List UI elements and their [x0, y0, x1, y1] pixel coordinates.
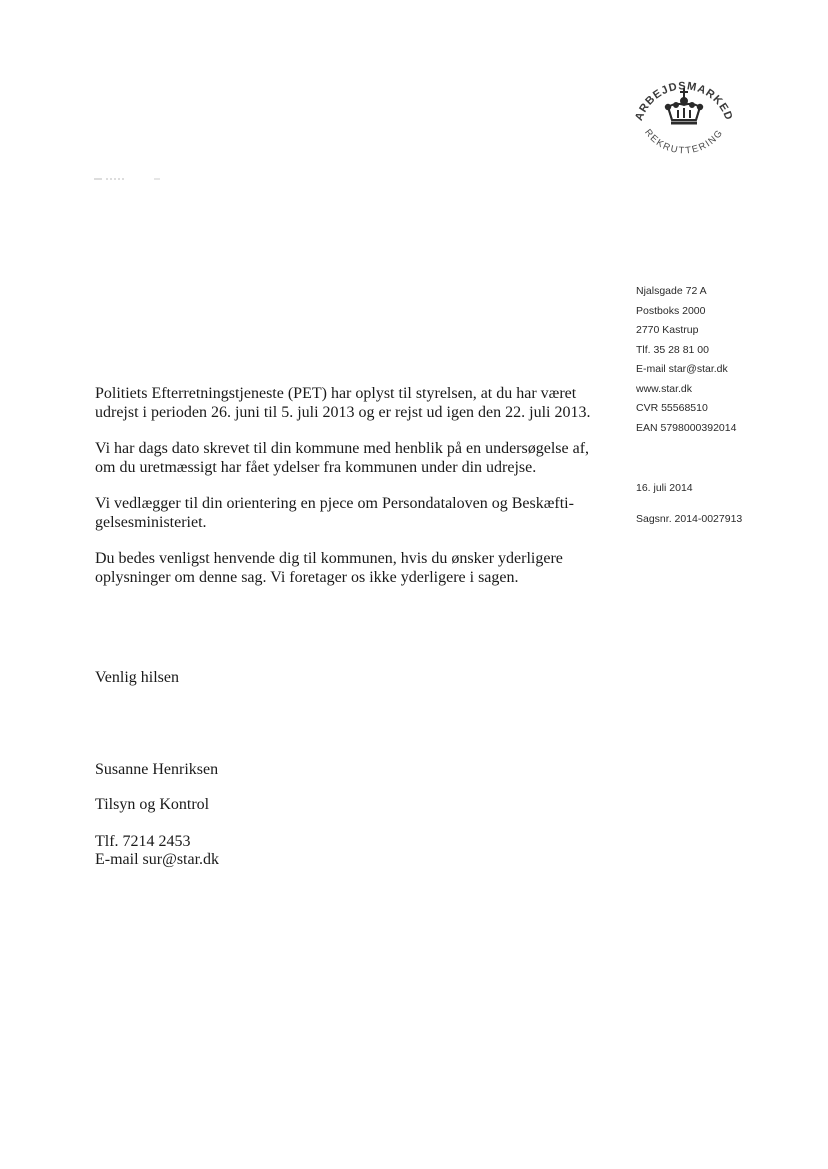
scan-artifact: [94, 176, 164, 182]
seal-text-bottom: REKRUTTERING: [642, 127, 726, 157]
paragraph-3: Vi vedlægger til din orientering en pjece om Persondataloven og Beskæfti-gelsesministeriet.: [95, 495, 574, 531]
sender-web: www.star.dk: [636, 382, 693, 395]
sender-pobox: Postboks 2000: [636, 304, 706, 317]
signer-name: Susanne Henriksen: [95, 761, 219, 778]
signer-contact: [95, 833, 219, 869]
letter-body: [95, 384, 610, 604]
seal-text-top: ARBEJDSMARKED: [633, 80, 735, 123]
case-number: Sagsnr. 2014-0027913: [636, 513, 743, 525]
paragraph-2: Vi har dags dato skrevet til din kommune med henblik på en undersøgelse af, om du uretmæssigt har fået ydelser fra kommunen under din udrejse.: [95, 440, 590, 476]
letter-date: 16. juli 2014: [636, 482, 693, 494]
signer-department: Tilsyn og Kontrol: [95, 796, 210, 813]
paragraph-1: Politiets Efterretningstjeneste (PET) har oplyst til styrelsen, at du har været udrejst i perioden 26. juni til 5. juli 2013 og er rejst ud igen den 22. juli 2013.: [95, 385, 591, 421]
sender-city: 2770 Kastrup: [636, 324, 699, 336]
closing-greeting: Venlig hilsen: [95, 669, 179, 686]
sender-cvr: CVR 55568510: [636, 402, 708, 414]
sender-email: E-mail star@star.dk: [636, 363, 728, 375]
signer-phone: Tlf. 7214 2453: [95, 833, 191, 850]
sender-ean: EAN 5798000392014: [636, 421, 737, 434]
paragraph-4: Du bedes venligst henvende dig til kommunen, hvis du ønsker yderligere oplysninger om denne sag. Vi foretager os ikke yderligere i sagen.: [95, 550, 563, 586]
sender-address: Njalsgade 72 A: [636, 285, 707, 297]
arbejdsmarked-rekruttering-seal: [624, 58, 744, 178]
signer-email: E-mail sur@star.dk: [95, 851, 220, 868]
sender-info: [636, 282, 806, 525]
sender-phone: Tlf. 35 28 81 00: [636, 343, 709, 356]
svg-text:REKRUTTERING: [642, 127, 726, 156]
